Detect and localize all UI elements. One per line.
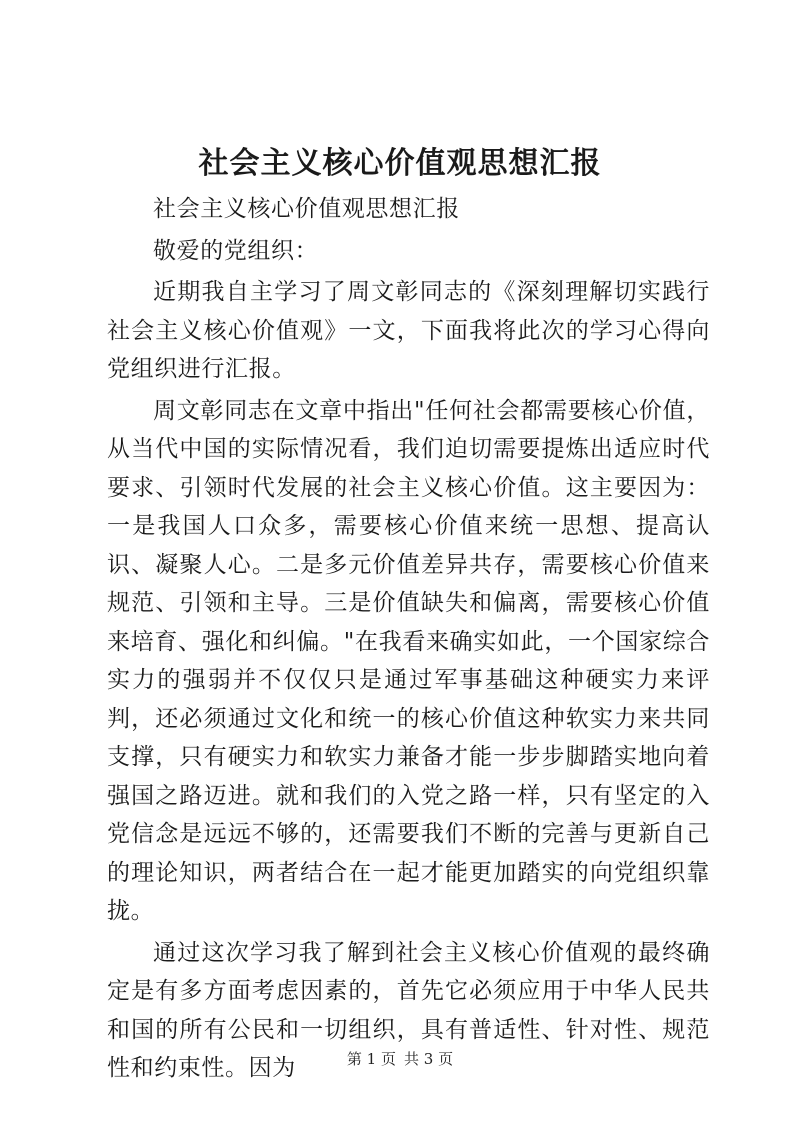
paragraph-learning-summary: 通过这次学习我了解到社会主义核心价值观的最终确定是有多方面考虑因素的，首先它必须应用于中华人民共和国的所有公民和一切组织，具有普适性、针对性、规范性和约束性。因为 bbox=[107, 939, 710, 1081]
page-footer bbox=[0, 1048, 800, 1070]
paragraph-quote-discussion: 周文彰同志在文章中指出"任何社会都需要核心价值，从当代中国的实际情况看，我们迫切需要提炼出适应时代要求、引领时代发展的社会主义核心价值。这主要因为：一是我国人口众多，需要核心价值来统一思想、提高认识、凝聚人心。二是多元价值差异共存，需要核心价值来规范、引领和主导。三是价值缺失和偏离，需要核心价值来培育、强化和纠偏。"在我看来确实如此，一个国家综合实力的强弱并不仅仅只是通过军事基础这种硬实力来评判，还必须通过文化和统一的核心价值这种软实力来共同支撑，只有硬实力和软实力兼备才能一步步脚踏实地向着强国之路迈进。就和我们的入党之路一样，只有坚定的入党信念是远远不够的，还需要我们不断的完善与更新自己的理论知识，两者结合在一起才能更加踏实的向党组织靠拢。 bbox=[107, 397, 710, 924]
page-number: 第 1 页 bbox=[346, 1050, 396, 1068]
paragraph-salutation: 敬爱的党组织： bbox=[153, 237, 319, 264]
document-body bbox=[107, 190, 710, 1091]
document-title: 社会主义核心价值观思想汇报 bbox=[198, 146, 602, 181]
paragraph-subtitle: 社会主义核心价值观思想汇报 bbox=[153, 196, 460, 222]
paragraph-introduction: 近期我自主学习了周文彰同志的《深刻理解切实践行社会主义核心价值观》一文，下面我将此次的学习心得向党组织进行汇报。 bbox=[107, 279, 710, 382]
page-total: 共 3 页 bbox=[404, 1050, 454, 1068]
